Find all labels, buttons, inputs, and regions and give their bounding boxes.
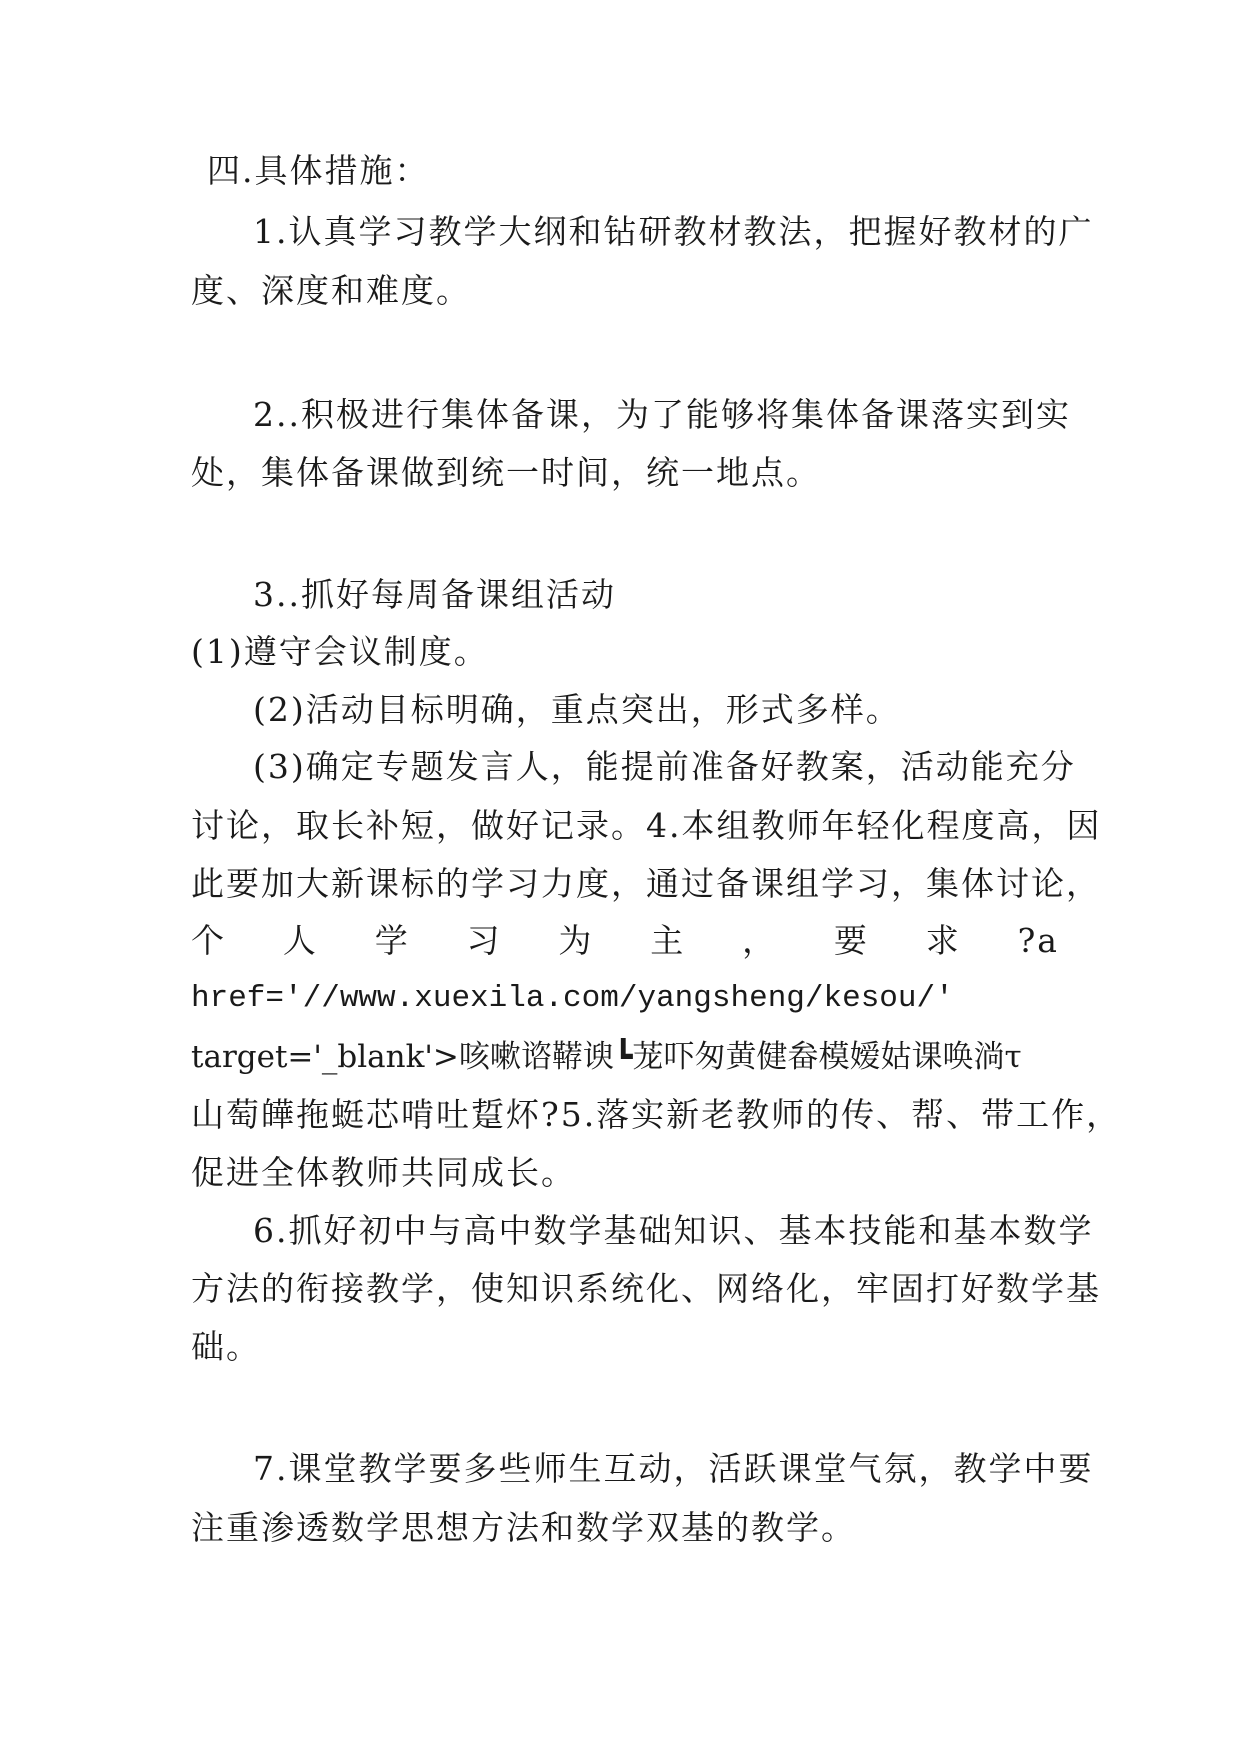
spread-char: ?a xyxy=(1017,921,1059,960)
html-fragment-line-1: href='//www.xuexila.com/yangsheng/kesou/' xyxy=(191,981,954,1016)
paragraph-7-line-1: 7.课堂教学要多些师生互动，活跃课堂气氛，教学中要 xyxy=(253,1449,1094,1488)
section-heading: 四.具体措施： xyxy=(207,151,430,190)
paragraph-6-line-3: 础。 xyxy=(191,1327,261,1366)
garbled-text-line-2: 山萄皣拖蜓芯啃吐踅炋?5.落实新老教师的传、帮、带工作， xyxy=(191,1095,1122,1134)
spread-char: 习 xyxy=(466,921,502,960)
list-item-3-line-2: 讨论，取长补短，做好记录。4.本组教师年轻化程度高，因 xyxy=(191,806,1102,845)
spread-char: 个 xyxy=(191,921,226,960)
spread-char: 主 xyxy=(650,921,686,960)
list-item-2: (2)活动目标明确，重点突出，形式多样。 xyxy=(253,690,901,729)
list-item-1: (1)遵守会议制度。 xyxy=(191,632,489,671)
spread-char: 学 xyxy=(374,921,410,960)
spread-justified-line xyxy=(191,921,1059,961)
spread-char: 为 xyxy=(558,921,594,960)
paragraph-7-line-2: 注重渗透数学思想方法和数学双基的教学。 xyxy=(191,1508,856,1547)
paragraph-3-heading: 3..抓好每周备课组活动 xyxy=(253,575,616,614)
spread-char: 要 xyxy=(833,921,869,960)
list-item-3-line-1: (3)确定专题发言人，能提前准备好教案，活动能充分 xyxy=(253,747,1076,786)
spread-char: 人 xyxy=(282,921,318,960)
paragraph-5-line-2: 促进全体教师共同成长。 xyxy=(191,1153,576,1192)
paragraph-1-line-1: 1.认真学习教学大纲和钻研教材教法，把握好教材的广 xyxy=(253,212,1094,251)
garbled-text-line-1: target='_blank'>咳嗽谘鞯谀┗茏吓匆黄健畚模嫒姑课唤淌τ xyxy=(191,1039,1022,1075)
paragraph-6-line-2: 方法的衔接教学，使知识系统化、网络化，牢固打好数学基 xyxy=(191,1269,1101,1308)
paragraph-2-line-2: 处，集体备课做到统一时间，统一地点。 xyxy=(191,453,821,492)
paragraph-1-line-2: 度、深度和难度。 xyxy=(191,271,471,310)
paragraph-6-line-1: 6.抓好初中与高中数学基础知识、基本技能和基本数学 xyxy=(253,1211,1094,1250)
spread-char: 求 xyxy=(925,921,961,960)
paragraph-2-line-1: 2..积极进行集体备课，为了能够将集体备课落实到实 xyxy=(253,395,1071,434)
list-item-3-line-3: 此要加大新课标的学习力度，通过备课组学习，集体讨论， xyxy=(191,864,1101,903)
spread-char: ， xyxy=(742,921,778,960)
